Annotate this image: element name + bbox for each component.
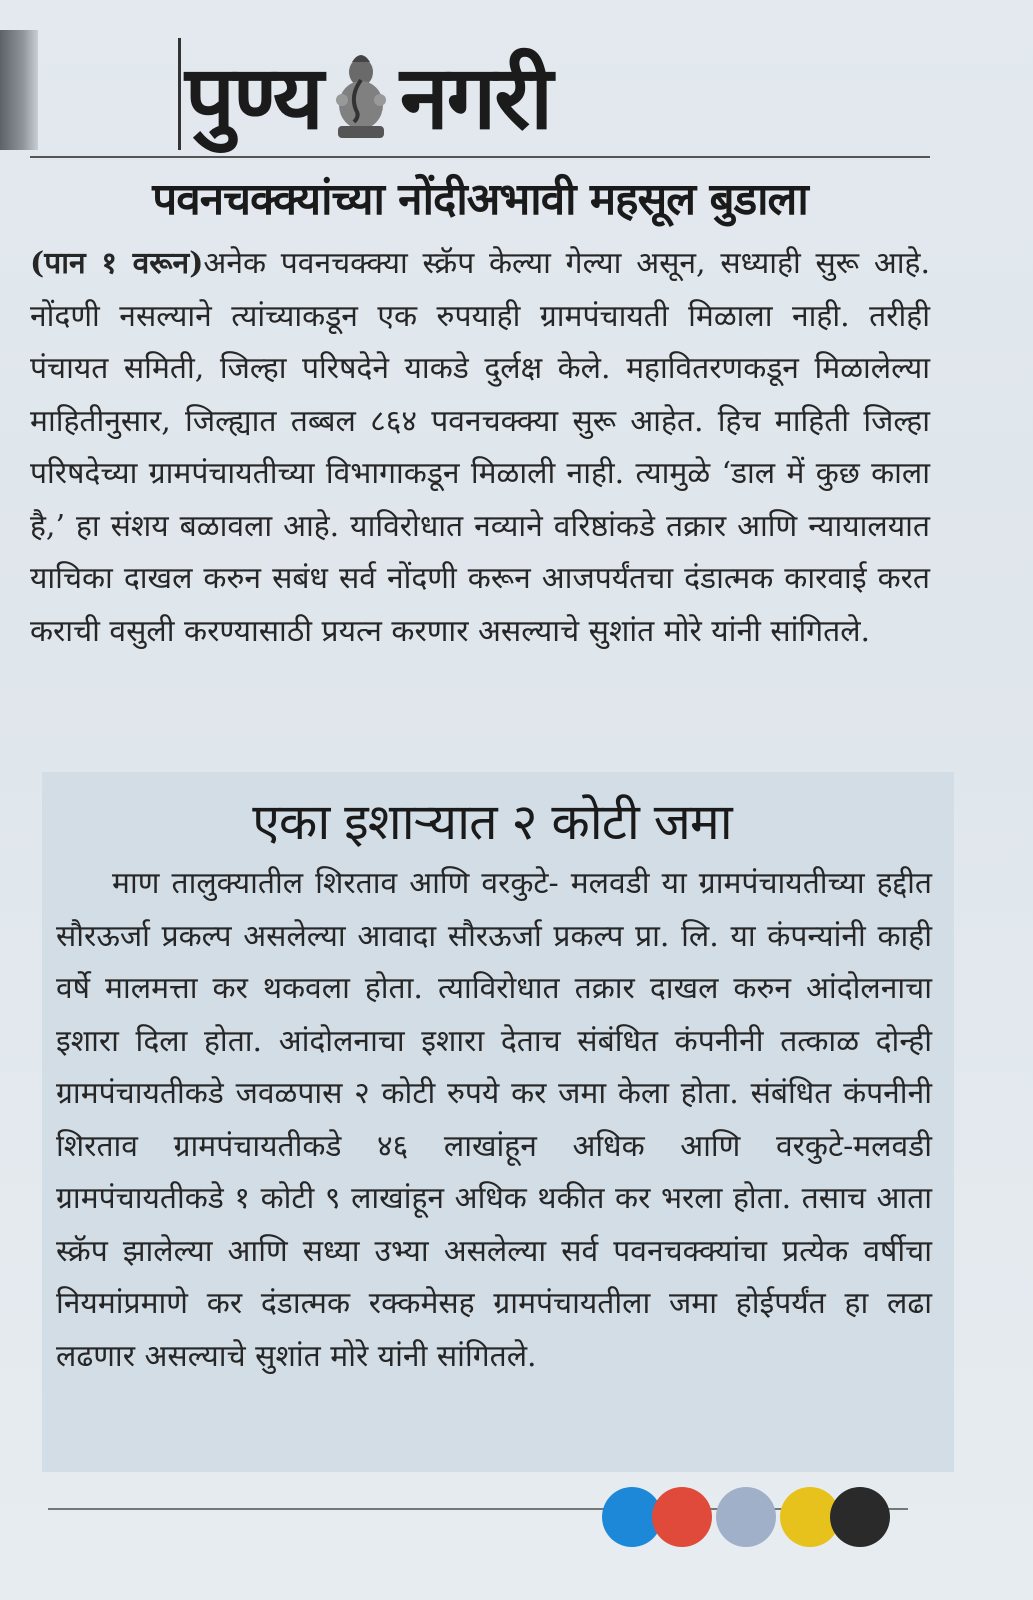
masthead-word-2: नगरी <box>399 46 551 149</box>
article-2-headline: एका इशाऱ्यात २ कोटी जमा <box>252 793 732 851</box>
registration-marks <box>602 1485 932 1549</box>
article-1-lead: (पान १ वरून) <box>30 246 204 281</box>
page-edge-strip <box>0 30 38 150</box>
article-1-text: अनेक पवनचक्क्या स्क्रॅप केल्या गेल्या असून, सध्याही सुरू आहे. नोंदणी नसल्याने त्यांच्याकडून एक रुपयाही ग्रामपंचायती मिळाला नाही. तरीही पंचायत समिती, जिल्हा परिषदेने याकडे दुर्लक्ष केले. महावितरणकडून मिळालेल्या माहितीनुसार, जिल्ह्यात तब्बल ८६४ पवनचक्क्या सुरू आहेत. हिच माहिती जिल्हा परिषदेच्या ग्रामपंचायतीच्या विभागाकडून मिळाली नाही. त्यामुळे ‘डाल में कुछ काला है,’ हा संशय बळावला आहे. याविरोधात नव्याने वरिष्ठांकडे तक्रार आणि न्यायालयात याचिका दाखल करुन सबंध सर्व नोंदणी करून आजपर्यंतचा दंडात्मक कारवाई करत कराची वसुली करण्यासाठी प्रयत्न करणार असल्याचे सुशांत मोरे यांनी सांगितले. <box>30 246 930 649</box>
masthead <box>185 28 551 148</box>
article-1-headline: पवनचक्क्यांच्या नोंदीअभावी महसूल बुडाला <box>152 174 808 225</box>
masthead-divider <box>178 38 181 150</box>
article-1-body <box>30 238 930 658</box>
registration-dot-grey <box>716 1487 776 1547</box>
ganesh-emblem-icon <box>330 50 392 142</box>
article-2-body: माण तालुक्यातील शिरताव आणि वरकुटे- मलवडी या ग्रामपंचायतीच्या हद्दीत सौरऊर्जा प्रकल्प असलेल्या आवादा सौरऊर्जा प्रकल्प प्रा. लि. या कंपन्यांनी काही वर्षे मालमत्ता कर थकवला होता. त्याविरोधात तक्रार दाखल करुन आंदोलनाचा इशारा दिला होता. आंदोलनाचा इशारा देताच संबंधित कंपनीनी तत्काळ दोन्ही ग्रामपंचायतीकडे जवळपास २ कोटी रुपये कर जमा केला होता. संबंधित कंपनीनी शिरताव ग्रामपंचायतीकडे ४६ लाखांहून अधिक आणि वरकुटे-मलवडी ग्रामपंचायतीकडे १ कोटी ९ लाखांहून अधिक थकीत कर भरला होता. तसाच आता स्क्रॅप झालेल्या आणि सध्या उभ्या असलेल्या सर्व पवनचक्क्यांचा प्रत्येक वर्षीचा नियमांप्रमाणे कर दंडात्मक रक्कमेसह ग्रामपंचायतीला जमा होईपर्यंत हा लढा लढणार असल्याचे सुशांत मोरे यांनी सांगितले. <box>56 866 932 1374</box>
registration-dot-red <box>652 1487 712 1547</box>
masthead-word-1: पुण्य <box>185 46 322 149</box>
masthead-rule <box>30 156 930 158</box>
registration-dot-black <box>830 1487 890 1547</box>
